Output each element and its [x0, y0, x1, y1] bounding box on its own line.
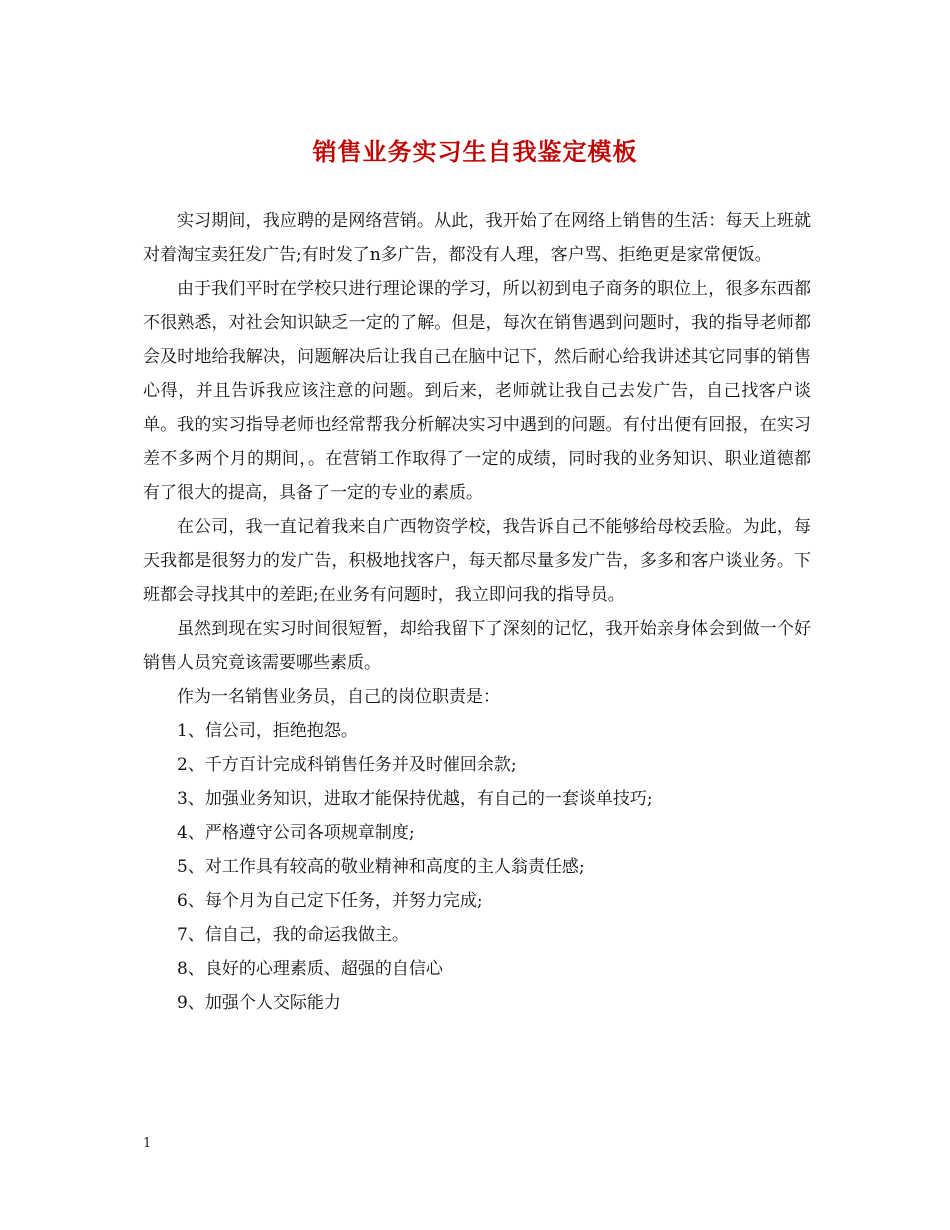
duty-item-3: 3、加强业务知识，进取才能保持优越，有自己的一套谈单技巧; — [177, 789, 653, 809]
duty-item-8: 8、良好的心理素质、超强的自信心 — [177, 959, 443, 979]
document-body — [143, 204, 811, 1020]
page-number: 1 — [143, 1136, 152, 1151]
paragraph-2: 由于我们平时在学校只进行理论课的学习，所以初到电子商务的职位上，很多东西都不很熟悉，对社会知识缺乏一定的了解。但是，每次在销售遇到问题时，我的指导老师都会及时地给我解决，问题解决后让我自己在脑中记下，然后耐心给我讲述其它同事的销售心得，并且告诉我应该注意的问题。到后来，老师就让我自己去发广告，自己找客户谈单。我的实习指导老师也经常帮我分析解决实习中遇到的问题。有付出便有回报，在实习差不多两个月的期间，。在营销工作取得了一定的成绩，同时我的业务知识、职业道德都有了很大的提高，具备了一定的专业的素质。 — [143, 279, 811, 503]
duty-item-1: 1、信公司，拒绝抱怨。 — [177, 721, 358, 741]
duty-item-4: 4、严格遵守公司各项规章制度; — [177, 823, 415, 843]
document-title: 销售业务实习生自我鉴定模板 — [312, 137, 638, 166]
paragraph-3: 在公司，我一直记着我来自广西物资学校，我告诉自己不能够给母校丢脸。为此，每天我都是很努力的发广告，积极地找客户，每天都尽量多发广告，多多和客户谈业务。下班都会寻找其中的差距;在业务有问题时，我立即问我的指导员。 — [143, 517, 811, 605]
duty-item-7: 7、信自己，我的命运我做主。 — [177, 925, 409, 945]
duty-item-2: 2、千方百计完成科销售任务并及时催回余款; — [177, 755, 517, 775]
paragraph-1: 实习期间，我应聘的是网络营销。从此，我开始了在网络上销售的生活：每天上班就对着淘宝卖狂发广告;有时发了n多广告，都没有人理，客户骂、拒绝更是家常便饭。 — [143, 211, 811, 265]
duty-item-6: 6、每个月为自己定下任务，并努力完成; — [177, 891, 483, 911]
duty-item-9: 9、加强个人交际能力 — [177, 993, 341, 1013]
duty-item-5: 5、对工作具有较高的敬业精神和高度的主人翁责任感; — [177, 857, 585, 877]
paragraph-4: 虽然到现在实习时间很短暂，却给我留下了深刻的记忆，我开始亲身体会到做一个好销售人员究竟该需要哪些素质。 — [143, 619, 811, 673]
paragraph-5: 作为一名销售业务员，自己的岗位职责是： — [177, 687, 500, 707]
